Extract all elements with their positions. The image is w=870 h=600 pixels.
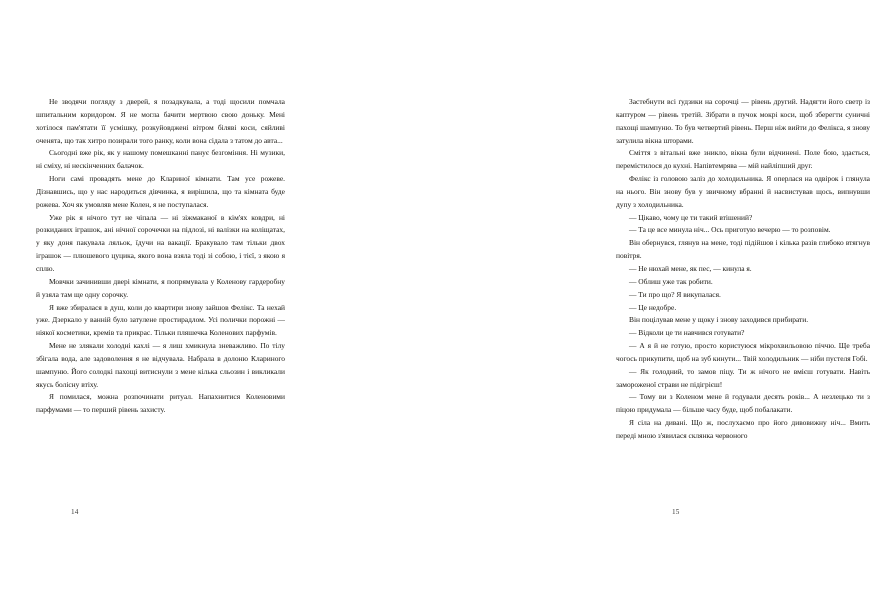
- paragraph: Я вже збиралася в душ, коли до квартири знову зайшов Фелікс. Та нехай уже. Дзеркало у ванній було затулене простирадлом. Усі полички порожні — ніякої косметики, кремів та прикрас. Тільки пляшечка Коленових парфумів.: [36, 302, 285, 338]
- paragraph: Сьогодні вже рік, як у нашому помешканні панує безгоміння. Ні музики, ні сміху, ні нескінченних балачок.: [36, 148, 285, 171]
- dialog-line: — Облиш уже так робити.: [629, 276, 713, 286]
- paragraph: Не зводячи погляду з дверей, я позадкувала, а тоді щосили помчала шпитальним коридором. Я не могла бачити мертвою свою доньку. Мені хотілося пам'ятати її усмішку, розкуйовджені вітром біляві коси, сяйливі оченята, що так хитро позирали того ранку, коли вона сідала з татом до авта...: [36, 97, 285, 145]
- paragraph: Мене не злякали холодні кахлі — я лиш хмикнула зневажливо. По тілу збігала вода, але задоволення я не відчувала. Набрала в долоню Клариного шампуню. Його солодкі пахощі витиснули з мене кілька сльозин і викликали якусь болісну втіху.: [36, 341, 285, 389]
- right-page-textblock: [616, 96, 870, 443]
- dialog-line: — Як голодний, то замов піцу. Ти ж нічого не вмієш готувати. Навіть замороженої страви не підігрієш!: [616, 366, 870, 389]
- dialog-line: — А я й не готую, просто користуюся мікрохвильовою піччю. Ще треба чогось прикупити, щоб на зуб кинути... Твій холодильник — ніби пустеля Гобі.: [616, 341, 870, 363]
- dialog-line: — Це недобре.: [629, 302, 677, 312]
- paragraph: Я помилася, можна розпочинати ритуал. Напахнитися Коленовими парфумами — то перший рівень захисту.: [36, 392, 285, 415]
- paragraph: Сміття з вітальні вже зникло, вікна були відчинені. Поле бою, здається, перемістилося до кухні. Напівтемрява — мій найліпший друг.: [616, 148, 870, 171]
- paragraph: Застебнути всі ґудзики на сорочці — рівень другий. Надягти його светр із каптуром — рівень третій. Зібрати в пучок мокрі коси, щоб зберегти суничні пахощі шампуню. То був четвертий рівень. Перш ніж вийти до Фелікса, я знову затулила вікна шторами.: [616, 97, 870, 145]
- paragraph: Ноги самі провадять мене до Клариної кімнати. Там усе рожеве. Дізнавшись, що у нас народиться дівчинка, я вирішила, що та кімната буде рожева. Хоч як умовляв мене Колен, я не поступалася.: [36, 174, 285, 209]
- dialog-line: — Ти про що? Я викупалася.: [629, 289, 721, 299]
- page-right: [300, 0, 870, 600]
- page-left: [0, 0, 300, 600]
- left-page-textblock: [36, 96, 285, 417]
- paragraph: Фелікс із головою заліз до холодильника. Я оперлася на одвірок і глянула на нього. Він знову був у звичному вбранні й насвистував щось, випнувши дупу з холодильника.: [616, 174, 870, 209]
- paragraph: Він обернувся, глянув на мене, тоді підійшов і кілька разів глибоко втягнув повітря.: [616, 238, 870, 261]
- dialog-line: — Не нюхай мене, як пес, — кинула я.: [629, 263, 752, 273]
- dialog-line: — Відколи це ти навчився готувати?: [629, 328, 745, 338]
- dialog-line: — Цікаво, чому це ти такий втішений?: [629, 212, 753, 222]
- dialog-line: — Тому ви з Коленом мене й годували десять років... А незлецько ти з піцою придумала — більше часу буде, щоб побалакати.: [616, 392, 870, 415]
- paragraph: Уже рік я нічого тут не чіпала — ні зіжмаканої в кім'ях ковдри, ні розкиданих іграшок, ані нічної сорочечки на підлозі, ні валізки на коліщатах, у яку доня пакувала ляльок, їдучи на вакації. Бракувало там тільки двох іграшок — плюшевого цуцика, якого вона взяла тоді зі собою, і тієї, з якою я сплю.: [36, 212, 285, 273]
- paragraph: Я сіла на дивані. Що ж, послухаємо про його дивовижну ніч... Вмить переді мною з'явилася склянка червоного: [616, 418, 870, 440]
- paragraph: Мовчки зачинивши двері кімнати, я попрямувала у Коленову гардеробну й узяла там ще одну сорочку.: [36, 276, 285, 299]
- dialog-line: — Та це все минула ніч... Ось приготую вечерю — то розповім.: [629, 225, 831, 235]
- page-number-right: 15: [672, 508, 680, 516]
- page-number-left: 14: [71, 508, 79, 516]
- paragraph: Він поцілував мене у щоку і знову заходився прибирати.: [629, 315, 809, 325]
